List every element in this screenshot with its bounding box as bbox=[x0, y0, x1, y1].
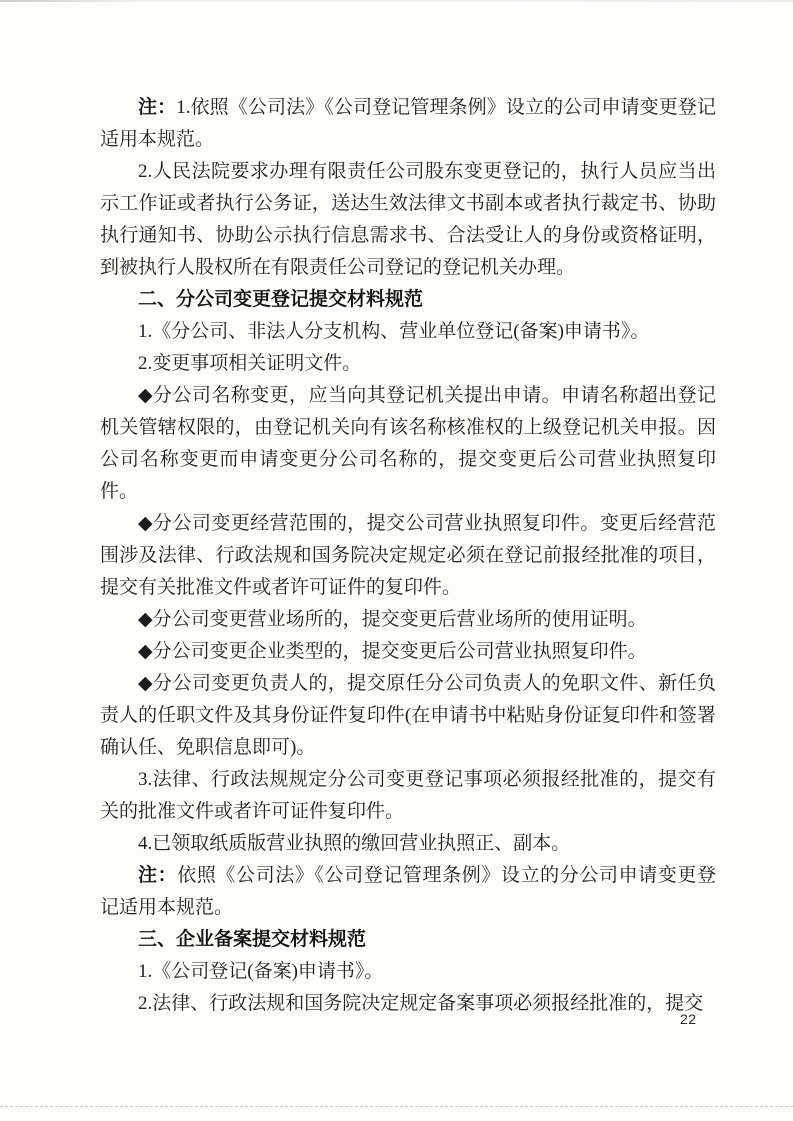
page-number: 22 bbox=[680, 1011, 697, 1027]
scan-artifact-top-edge bbox=[0, 0, 793, 2]
paragraph-text: 1.依照《公司法》《公司登记管理条例》设立的公司申请变更登记适用本规范。 bbox=[100, 97, 716, 150]
bullet-paragraph: ◆分公司变更负责人的，提交原任分公司负责人的免职文件、新任负责人的任职文件及其身份证件复印件(在申请书中粘贴身份证复印件和签署确认任、免职信息即可)。 bbox=[100, 673, 716, 758]
document-body bbox=[100, 92, 716, 1020]
paragraph-text: 依照《公司法》《公司登记管理条例》设立的分公司申请变更登记适用本规范。 bbox=[100, 865, 716, 918]
body-paragraph: 2.法律、行政法规和国务院决定规定备案事项必须报经批准的，提交 bbox=[138, 993, 704, 1014]
body-paragraph: 1.《分公司、非法人分支机构、营业单位登记(备案)申请书》。 bbox=[138, 321, 650, 342]
bullet-paragraph: ◆分公司名称变更，应当向其登记机关提出申请。申请名称超出登记机关管辖权限的，由登记机关向有该名称核准权的上级登记机关申报。因公司名称变更而申请变更分公司名称的，提交变更后公司营业执照复印件。 bbox=[100, 385, 716, 502]
note-paragraph bbox=[100, 92, 716, 156]
body-paragraph: 4.已领取纸质版营业执照的缴回营业执照正、副本。 bbox=[138, 833, 571, 854]
bullet-paragraph: ◆分公司变更企业类型的，提交变更后公司营业执照复印件。 bbox=[138, 641, 647, 662]
note-prefix: 注： bbox=[138, 865, 178, 886]
body-paragraph: 1.《公司登记(备案)申请书》。 bbox=[138, 961, 384, 982]
body-paragraph: 3.法律、行政法规规定分公司变更登记事项必须报经批准的，提交有关的批准文件或者许可证件复印件。 bbox=[100, 769, 716, 822]
section-heading-2: 二、分公司变更登记提交材料规范 bbox=[138, 289, 424, 310]
body-paragraph: 2.变更事项相关证明文件。 bbox=[138, 353, 362, 374]
section-heading-3: 三、企业备案提交材料规范 bbox=[138, 929, 367, 950]
bullet-paragraph: ◆分公司变更营业场所的，提交变更后营业场所的使用证明。 bbox=[138, 609, 647, 630]
bullet-paragraph: ◆分公司变更经营范围的，提交公司营业执照复印件。变更后经营范围涉及法律、行政法规和国务院决定规定必须在登记前报经批准的项目，提交有关批准文件或者许可证件的复印件。 bbox=[100, 513, 716, 598]
note-prefix: 注： bbox=[138, 97, 177, 118]
note-paragraph bbox=[100, 860, 716, 924]
scan-artifact-bottom-edge bbox=[0, 1106, 793, 1107]
body-paragraph: 2.人民法院要求办理有限责任公司股东变更登记的，执行人员应当出示工作证或者执行公务证，送达生效法律文书副本或者执行裁定书、协助执行通知书、协助公示执行信息需求书、合法受让人的身份或资格证明，到被执行人股权所在有限责任公司登记的登记机关办理。 bbox=[100, 161, 716, 278]
